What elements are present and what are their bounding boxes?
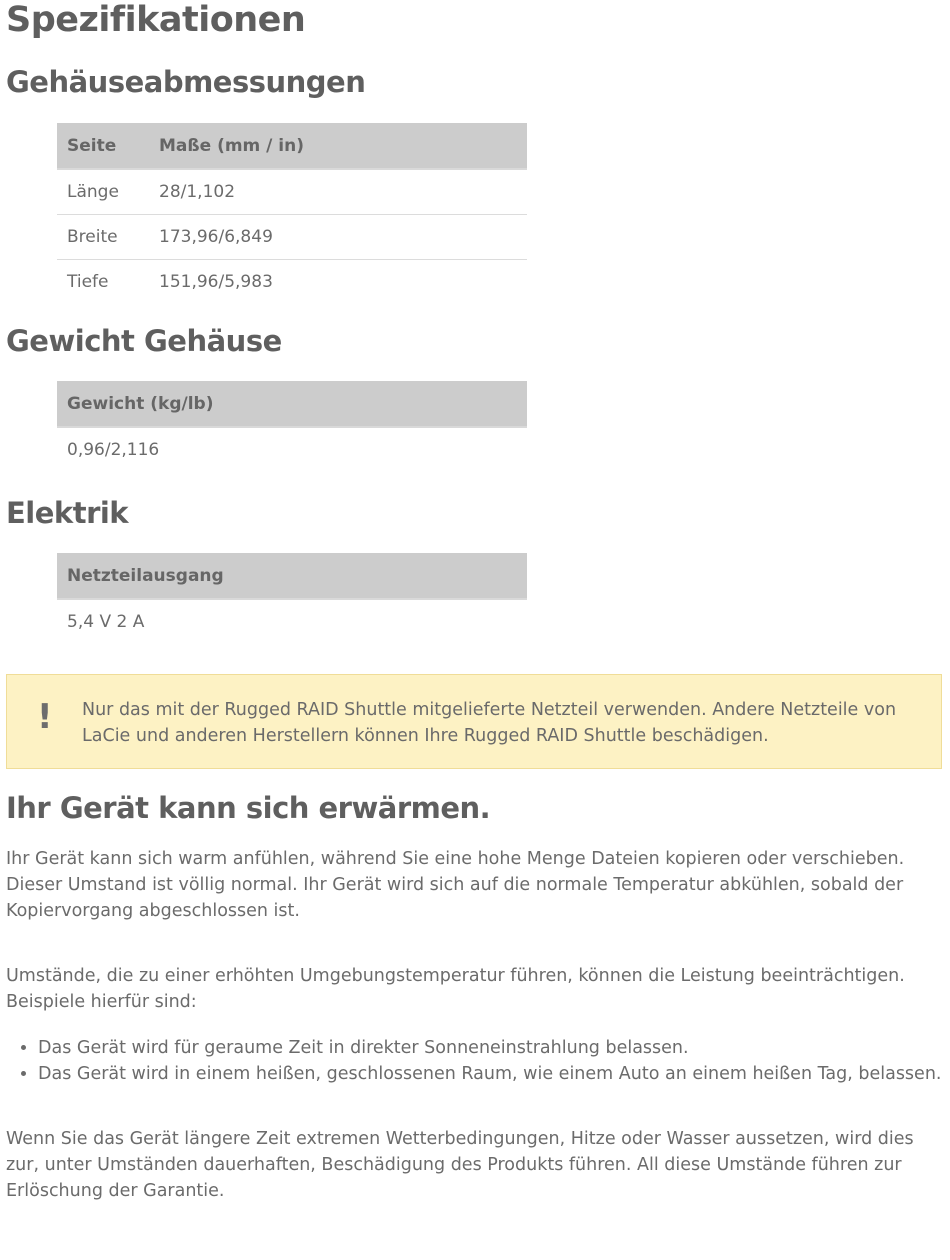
table-row <box>57 260 527 305</box>
weight-heading: Gewicht Gehäuse <box>6 324 282 358</box>
list-item: • Das Gerät wird für geraume Zeit in direkter Sonneneinstrahlung belassen. <box>38 1035 944 1061</box>
dimensions-heading: Gehäuseabmessungen <box>6 65 366 99</box>
column-header: Maße (mm / in) <box>149 123 527 169</box>
electric-table <box>57 553 527 644</box>
table-row <box>57 427 527 472</box>
warning-notice <box>6 674 942 769</box>
table-cell: Breite <box>57 215 149 260</box>
electric-heading: Elektrik <box>6 496 129 530</box>
table-cell: 151,96/5,983 <box>159 272 273 292</box>
warm-paragraph-3: Wenn Sie das Gerät längere Zeit extremen Wetterbedingungen, Hitze oder Wasser aussetzen, wird dies zur, unter Umständen dauerhaften, Beschädigung des Produkts führen. All diese Umstände führen zur Erlöschung der Garantie. <box>6 1129 914 1201</box>
table-header-row <box>57 553 527 599</box>
table-cell: 5,4 V 2 A <box>67 612 145 632</box>
table-row <box>57 215 527 260</box>
table-cell: Tiefe <box>67 272 109 292</box>
dimensions-table <box>57 123 527 304</box>
list-item: • Das Gerät wird in einem heißen, geschlossenen Raum, wie einem Auto an einem heißen Tag, belassen. <box>38 1061 944 1087</box>
table-cell: 28/1,102 <box>149 169 527 215</box>
column-header: Seite <box>57 123 149 169</box>
table-header-row <box>57 123 527 169</box>
warm-heading: Ihr Gerät kann sich erwärmen. <box>6 791 491 825</box>
table-cell: 0,96/2,116 <box>67 440 160 460</box>
examples-list <box>6 1035 944 1087</box>
warm-paragraph-1: Ihr Gerät kann sich warm anfühlen, während Sie eine hohe Menge Dateien kopieren oder verschieben. Dieser Umstand ist völlig normal. Ihr Gerät wird sich auf die normale Temperatur abkühlen, sobald der Kopiervorgang abgeschlossen ist. <box>6 849 905 921</box>
table-header-row <box>57 381 527 427</box>
page-title: Spezifikationen <box>6 0 306 40</box>
column-header: Gewicht (kg/lb) <box>57 381 527 427</box>
weight-table <box>57 381 527 472</box>
column-header: Netzteilausgang <box>57 553 527 599</box>
table-cell: 173,96/6,849 <box>149 215 527 260</box>
table-cell: Länge <box>57 169 149 215</box>
exclamation-icon: ! <box>37 697 53 737</box>
notice-text: Nur das mit der Rugged RAID Shuttle mitgelieferte Netzteil verwenden. Andere Netzteile von LaCie und anderen Herstellern können Ihre Rugged RAID Shuttle beschädigen. <box>82 700 897 746</box>
table-row <box>57 599 527 644</box>
table-row <box>57 169 527 215</box>
warm-paragraph-2: Umstände, die zu einer erhöhten Umgebungstemperatur führen, können die Leistung beeinträchtigen. Beispiele hierfür sind: <box>6 966 905 1012</box>
